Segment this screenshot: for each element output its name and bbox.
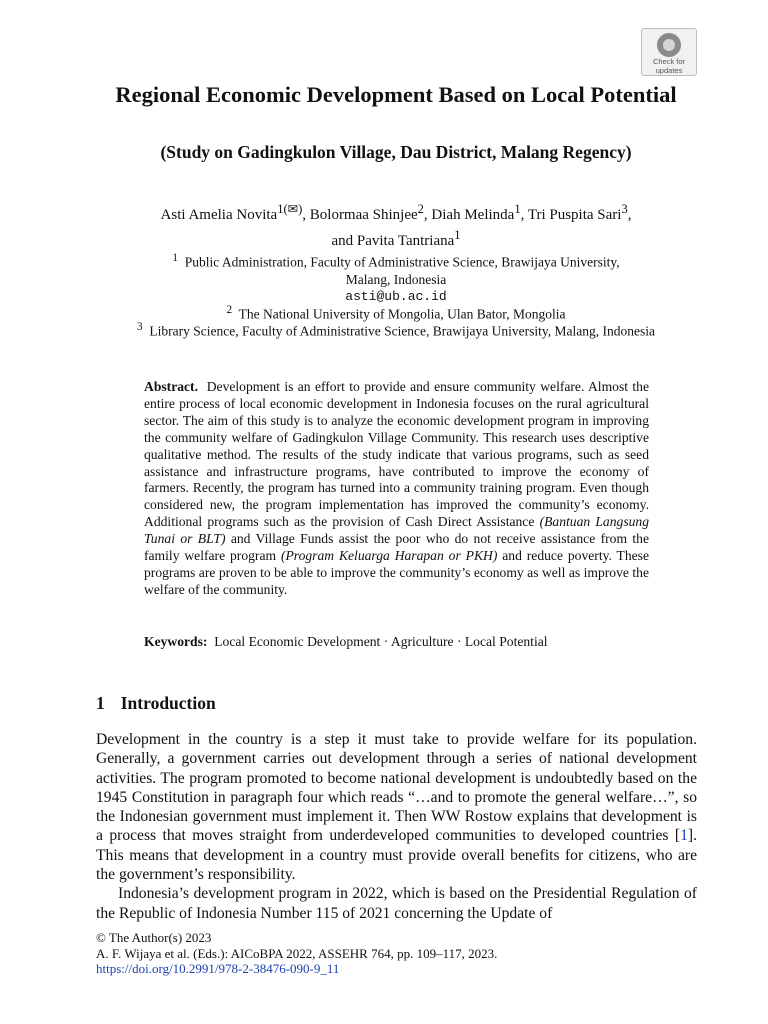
author-affiliation-mark: 2 bbox=[417, 202, 424, 216]
citation-line: A. F. Wijaya et al. (Eds.): AICoBPA 2022, ASSEHR 764, pp. 109–117, 2023. bbox=[96, 945, 498, 961]
intro-paragraph-2: Indonesia’s development program in 2022, which is based on the Presidential Regulation of the Republic of Indonesia Number 115 of 2021 concerning the Update of bbox=[96, 885, 697, 922]
author-line-1 bbox=[96, 199, 696, 225]
author-affiliation-mark: 1 bbox=[514, 202, 521, 216]
author-separator: , bbox=[302, 207, 310, 223]
abstract-term-pkh: (Program Keluarga Harapan or PKH) bbox=[280, 548, 498, 564]
keywords bbox=[144, 633, 649, 650]
check-for-updates-badge[interactable] bbox=[641, 28, 697, 76]
affiliation-1 bbox=[96, 250, 696, 305]
section-heading-introduction bbox=[96, 692, 216, 714]
section-number: 1 bbox=[96, 693, 105, 713]
author-name: Bolormaa Shinjee bbox=[309, 207, 418, 223]
section-title: Introduction bbox=[120, 693, 216, 713]
corresponding-email[interactable]: asti@ub.ac.id bbox=[345, 288, 447, 304]
intro-paragraph-1 bbox=[96, 730, 697, 884]
check-updates-icon bbox=[657, 33, 681, 57]
affiliation-number: 2 bbox=[226, 304, 233, 316]
author-conjunction: and bbox=[331, 233, 357, 249]
citation-link[interactable]: 1 bbox=[680, 827, 688, 845]
author-name: Asti Amelia Novita bbox=[160, 207, 278, 223]
intro-text-1a: Development in the country is a step it must take to provide welfare for its population. Generally, a government carries out development through a series of national development activities. The program promoted to become national development is undoubtedly based on the 1945 Constitution in paragraph four which reads “…and to promote the general welfare…”, so the Indonesian government must implement it. Then WW Rostow explains that development is a process that moves straight from underdeveloped communities to developed countries [ bbox=[96, 731, 697, 845]
badge-label-line2: updates bbox=[655, 66, 683, 75]
author-separator: , bbox=[627, 207, 632, 223]
author-separator: , bbox=[423, 207, 432, 223]
author-name: Tri Puspita Sari bbox=[527, 207, 622, 223]
author-line-2 bbox=[96, 225, 696, 251]
copyright-notice: © The Author(s) 2023 bbox=[96, 930, 212, 945]
keywords-text: Local Economic Development · Agriculture · Local Potential bbox=[214, 634, 548, 649]
abstract-text-3: and reduce poverty. These programs are proven to be able to improve the community’s economy as well as improve the welfare of the community. bbox=[144, 548, 650, 597]
author-affiliation-mark: 3 bbox=[621, 202, 628, 216]
author-list bbox=[96, 199, 696, 251]
affiliation-number: 3 bbox=[137, 321, 143, 333]
abstract-term-blt: (Bantuan Langsung Tunai or BLT) bbox=[144, 514, 650, 547]
badge-label-line1: Check for bbox=[652, 57, 686, 66]
abstract-text-2: and Village Funds assist the poor who do not receive assistance from the family welfare program bbox=[144, 531, 649, 564]
author-separator: , bbox=[520, 207, 528, 223]
intro-text-1b: ]. This means that development in a country must provide overall benefits for citizens, who are the government’s responsibility. bbox=[96, 827, 697, 884]
affiliation-text: Library Science, Faculty of Administrative Science, Brawijaya University, Malang, Indonesia bbox=[149, 323, 655, 339]
affiliation-number: 1 bbox=[172, 252, 179, 264]
abstract bbox=[144, 379, 649, 599]
affiliation-text: Public Administration, Faculty of Administrative Science, Brawijaya University, bbox=[184, 254, 620, 270]
introduction-body bbox=[96, 730, 697, 923]
paper-title: Regional Economic Development Based on Local Potential bbox=[115, 82, 677, 107]
affiliation-3 bbox=[96, 319, 696, 340]
affiliation-continuation: Malang, Indonesia bbox=[345, 271, 447, 287]
affiliation-text: The National University of Mongolia, Ulan Bator, Mongolia bbox=[238, 306, 566, 322]
author-affiliation-mark: 1(✉) bbox=[277, 202, 303, 216]
author-name: Pavita Tantriana bbox=[356, 233, 455, 249]
abstract-label: Abstract. bbox=[144, 379, 198, 394]
page-footer bbox=[96, 930, 696, 977]
author-affiliation-mark: 1 bbox=[454, 228, 461, 242]
doi-link[interactable]: https://doi.org/10.2991/978-2-38476-090-9_11 bbox=[96, 961, 340, 976]
abstract-text-1: Development is an effort to provide and ensure community welfare. Almost the entire process of local economic development in Indonesia focuses on the rural agricultural sector. The aim of this study is to analyze the economic development program in improving the community welfare of Gadingkulon Village Community. This research uses descriptive qualitative method. The results of the study indicate that various programs, such as seed assistance and infrastructure programs, have contributed to improve the economy of farmers. Recently, the program has turned into a community training program. Even though considered new, the program implementation has improved the community’s economy. Additional programs such as the provision of Cash Direct Assistance bbox=[144, 379, 649, 530]
keywords-label: Keywords: bbox=[144, 634, 208, 649]
paper-subtitle: (Study on Gadingkulon Village, Dau District, Malang Regency) bbox=[160, 142, 632, 162]
author-name: Diah Melinda bbox=[431, 207, 515, 223]
